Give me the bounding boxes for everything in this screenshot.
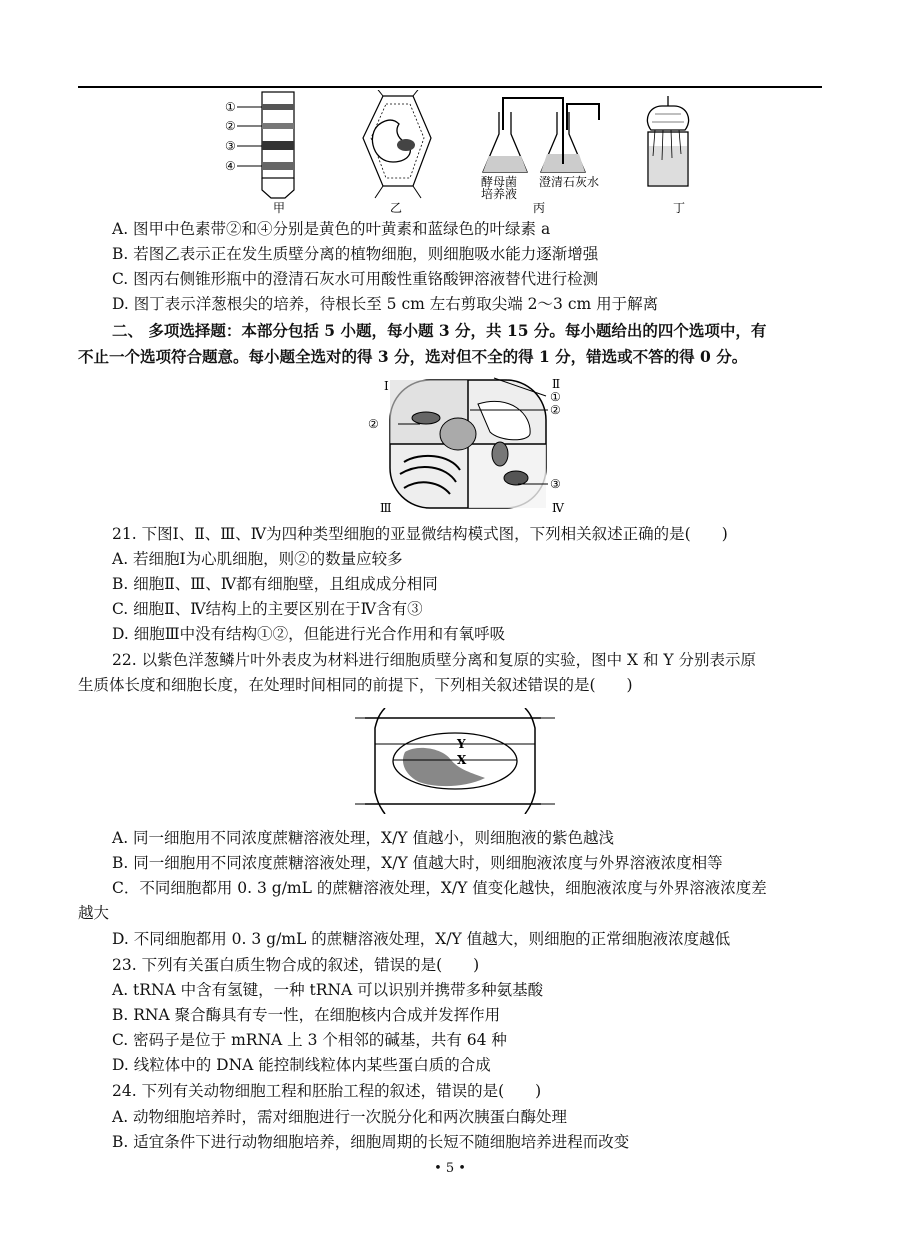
panel-ding [647, 96, 688, 215]
q24-option-a: A. 动物细胞培养时，需对细胞进行一次脱分化和两次胰蛋白酶处理 [112, 1108, 568, 1126]
page-number: • 5 • [434, 1161, 466, 1176]
figure-plasmolysis [355, 708, 555, 814]
q23-option-b: B. RNA 聚合酶具有专一性，在细胞核内合成并发挥作用 [112, 1006, 501, 1024]
q20-option-a: A. 图甲中色素带②和④分别是黄色的叶黄素和蓝绿色的叶绿素 a [112, 220, 551, 238]
flask-left-label-2: 培养液 [481, 187, 518, 201]
q23-option-d: D. 线粒体中的 DNA 能控制线粒体内某些蛋白质的合成 [112, 1056, 491, 1074]
q20-option-b: B. 若图乙表示正在发生质壁分离的植物细胞，则细胞吸水能力逐渐增强 [112, 245, 599, 263]
section2-line2: 不止一个选项符合题意。每小题全选对的得 3 分，选对但不全的得 1 分，错选或不答的得 0 分。 [78, 347, 748, 366]
q23-stem: 23. 下列有关蛋白质生物合成的叙述，错误的是( ) [112, 956, 480, 974]
marker-2-right: ② [550, 403, 561, 417]
band-label-1: ① [225, 100, 236, 114]
flask-left-label-1: 酵母菌 [481, 175, 518, 189]
marker-1: ① [550, 390, 561, 404]
q22-option-c: C．不同细胞都用 0. 3 g/mL 的蔗糖溶液处理，X/Y 值变化越快，细胞液浓度与外界溶液浓度差 [112, 879, 767, 897]
q22-option-a: A. 同一细胞用不同浓度蔗糖溶液处理，X/Y 值越小，则细胞液的紫色越浅 [112, 829, 614, 847]
q22-option-d: D. 不同细胞都用 0. 3 g/mL 的蔗糖溶液处理，X/Y 值越大，则细胞的正常细胞液浓度越低 [112, 930, 731, 948]
q22-stem-line1: 22. 以紫色洋葱鳞片叶外表皮为材料进行细胞质壁分离和复原的实验，图中 X 和 Y 分别表示原 [112, 651, 757, 669]
section2-line1: 二、 多项选择题：本部分包括 5 小题，每小题 3 分，共 15 分。每小题给出的四个选项中，有 [112, 321, 767, 340]
quadrant-label-3: Ⅲ [380, 501, 392, 515]
panel-label-jia: 甲 [273, 201, 286, 215]
panel-yi [363, 90, 431, 215]
quadrant-label-1: Ⅰ [384, 379, 389, 393]
label-x: X [457, 753, 467, 767]
q22-stem-line2: 生质体长度和细胞长度，在处理时间相同的前提下，下列相关叙述错误的是( ) [78, 676, 633, 694]
panel-bing [481, 98, 599, 215]
q21-option-b: B. 细胞Ⅱ、Ⅲ、Ⅳ都有细胞壁，且组成成分相同 [112, 575, 438, 593]
q21-option-c: C. 细胞Ⅱ、Ⅳ结构上的主要区别在于Ⅳ含有③ [112, 600, 423, 618]
quadrant-label-2: Ⅱ [552, 377, 561, 391]
q23-option-c: C. 密码子是位于 mRNA 上 3 个相邻的碱基，共有 64 种 [112, 1031, 507, 1049]
band-label-3: ③ [225, 139, 236, 153]
q23-option-a: A. tRNA 中含有氢键，一种 tRNA 可以识别并携带多种氨基酸 [112, 981, 544, 999]
q21-option-d: D. 细胞Ⅲ中没有结构①②，但能进行光合作用和有氧呼吸 [112, 625, 506, 643]
q21-option-a: A. 若细胞Ⅰ为心肌细胞，则②的数量应较多 [112, 550, 403, 568]
q20-option-d: D. 图丁表示洋葱根尖的培养，待根长至 5 cm 左右剪取尖端 2～3 cm 用于解离 [112, 295, 659, 313]
figure-top [215, 90, 725, 218]
figure-cell-types [360, 374, 580, 516]
q24-option-b: B. 适宜条件下进行动物细胞培养，细胞周期的长短不随细胞培养进程而改变 [112, 1133, 630, 1151]
q24-stem: 24. 下列有关动物细胞工程和胚胎工程的叙述，错误的是( ) [112, 1082, 542, 1100]
q22-option-c-cont: 越大 [78, 904, 110, 922]
band-label-2: ② [225, 119, 236, 133]
q22-option-b: B. 同一细胞用不同浓度蔗糖溶液处理，X/Y 值越大时，则细胞液浓度与外界溶液浓度相等 [112, 854, 723, 872]
panel-label-yi: 乙 [390, 201, 403, 215]
band-label-4: ④ [225, 159, 236, 173]
flask-right-label: 澄清石灰水 [539, 175, 600, 189]
header-rule [78, 86, 822, 88]
quadrant-label-4: Ⅳ [552, 501, 564, 515]
q21-stem: 21. 下图Ⅰ、Ⅱ、Ⅲ、Ⅳ为四种类型细胞的亚显微结构模式图，下列相关叙述正确的是( ) [112, 525, 728, 543]
panel-jia [225, 92, 294, 215]
panel-label-bing: 丙 [533, 201, 546, 215]
label-y: Y [457, 737, 466, 751]
marker-2-left: ② [368, 417, 379, 431]
marker-3: ③ [550, 477, 561, 491]
q20-option-c: C. 图丙右侧锥形瓶中的澄清石灰水可用酸性重铬酸钾溶液替代进行检测 [112, 270, 599, 288]
panel-label-ding: 丁 [673, 201, 686, 215]
